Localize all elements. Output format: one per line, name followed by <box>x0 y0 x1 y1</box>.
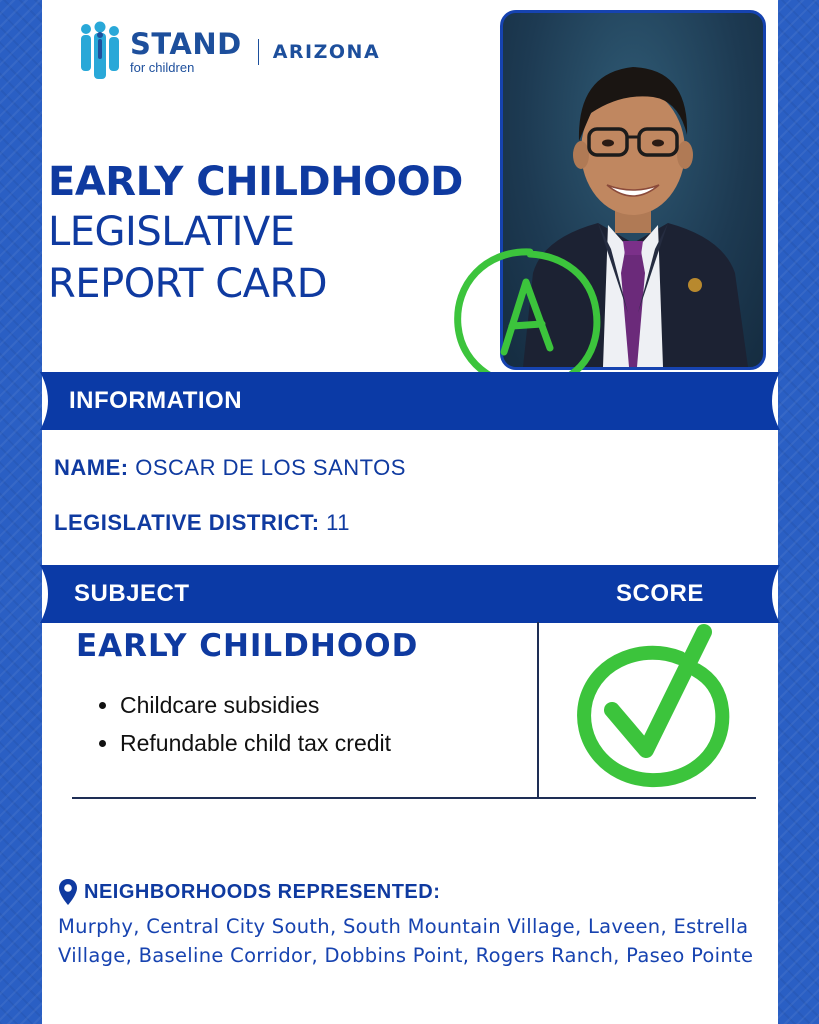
page-title <box>48 158 463 310</box>
logo-state: ARIZONA <box>272 41 381 63</box>
neighborhoods-list: Murphy, Central City South, South Mountain Village, Laveen, Estrella Village, Baseline Corridor, Dobbins Point, Rogers Ranch, Paseo Pointe <box>58 915 754 967</box>
neighborhoods-label: NEIGHBORHOODS REPRESENTED: <box>84 880 441 903</box>
children-figures-icon <box>78 21 124 83</box>
subject-header: SUBJECT <box>74 580 190 607</box>
neighborhoods-header <box>58 878 440 906</box>
title-line-3: REPORT CARD <box>48 261 328 307</box>
location-pin-icon <box>58 878 78 906</box>
title-line-1: EARLY CHILDHOOD <box>48 159 463 205</box>
logo-tagline: for children <box>130 60 195 75</box>
title-line-2: LEGISLATIVE <box>48 209 295 255</box>
score-header: SCORE <box>616 580 704 607</box>
table-divider-vertical <box>537 622 539 798</box>
name-value: OSCAR DE LOS SANTOS <box>135 455 406 480</box>
information-header: INFORMATION <box>69 387 243 414</box>
stand-logo <box>78 20 380 84</box>
subject-item: • Refundable child tax credit <box>120 724 391 762</box>
subject-band <box>40 565 780 623</box>
green-checkmark-icon <box>568 622 734 788</box>
information-band <box>40 372 780 430</box>
name-label: NAME: <box>54 455 129 480</box>
district-value: 11 <box>326 510 351 535</box>
logo-brand: STAND <box>130 27 242 61</box>
name-row <box>54 455 406 481</box>
report-card <box>42 0 778 1024</box>
subject-title: EARLY CHILDHOOD <box>76 628 419 664</box>
subject-item: • Childcare subsidies <box>120 686 391 724</box>
logo-divider <box>258 39 259 65</box>
district-label: LEGISLATIVE DISTRICT: <box>54 510 320 535</box>
table-divider-horizontal <box>72 797 756 799</box>
subject-items <box>98 686 391 762</box>
district-row <box>54 510 350 536</box>
